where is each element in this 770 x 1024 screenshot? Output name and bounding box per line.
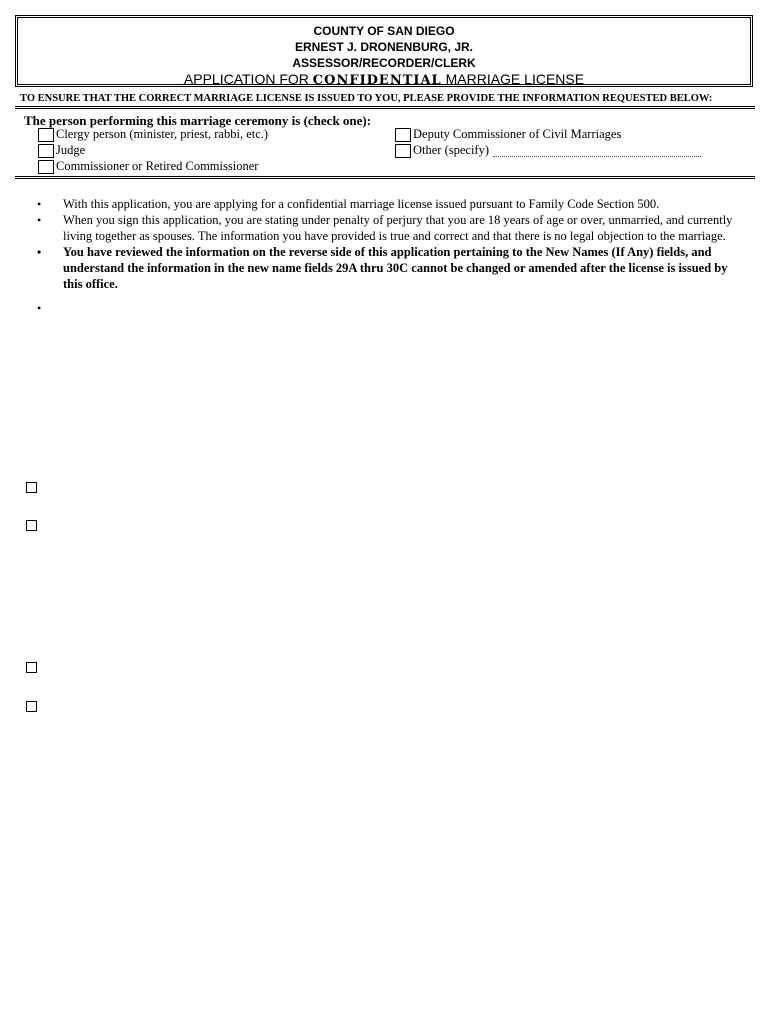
divider-top <box>15 106 755 109</box>
option-commissioner[interactable] <box>38 159 258 174</box>
option-deputy-commissioner[interactable] <box>395 127 621 142</box>
option-other-label: Other (specify) <box>413 143 490 157</box>
checkbox-judge[interactable] <box>38 144 54 158</box>
checkbox-other[interactable] <box>395 144 411 158</box>
other-specify-field[interactable] <box>493 144 701 157</box>
checkbox-commissioner[interactable] <box>38 160 54 174</box>
statement-list <box>37 196 747 316</box>
option-clergy-label: Clergy person (minister, priest, rabbi, etc.) <box>56 127 269 141</box>
form-title-end: MARRIAGE LICENSE <box>441 71 585 87</box>
option-judge-label: Judge <box>56 143 86 157</box>
checkbox-clergy[interactable] <box>38 128 54 142</box>
checkbox-1[interactable] <box>26 482 37 493</box>
form-header <box>15 15 753 87</box>
checkbox-4[interactable] <box>26 701 37 712</box>
county-name: COUNTY OF SAN DIEGO <box>313 24 455 38</box>
form-title <box>18 71 750 89</box>
checkbox-3[interactable] <box>26 662 37 673</box>
official-name: ERNEST J. DRONENBURG, JR. <box>294 40 474 54</box>
option-other[interactable] <box>395 143 701 158</box>
checkbox-deputy-commissioner[interactable] <box>395 128 411 142</box>
form-title-emphasis: CONFIDENTIAL <box>312 73 442 88</box>
statement-item: • With this application, you are applying for a confidential marriage license issued pursuant to Family Code Section 500. <box>37 196 747 212</box>
instruction-text: TO ENSURE THAT THE CORRECT MARRIAGE LICENSE IS ISSUED TO YOU, PLEASE PROVIDE THE INFORMATION REQUESTED BELOW: <box>20 93 713 104</box>
option-clergy[interactable] <box>38 127 268 142</box>
option-judge[interactable] <box>38 143 85 158</box>
statement-item-empty <box>37 300 747 316</box>
statement-item: • When you sign this application, you are stating under penalty of perjury that you are 18 years of age or over, unmarried, and currently living together as spouses. The information you have provided is true and correct and that there is no legal objection to the marriage. <box>37 212 747 244</box>
option-commissioner-label: Commissioner or Retired Commissioner <box>56 159 259 173</box>
option-deputy-commissioner-label: Deputy Commissioner of Civil Marriages <box>413 127 622 141</box>
divider-officiant <box>15 176 755 179</box>
form-title-start: APPLICATION FOR <box>183 71 313 87</box>
officiant-heading: The person performing this marriage ceremony is (check one): <box>24 113 372 128</box>
statement-item: • You have reviewed the information on the reverse side of this application pertaining to the New Names (If Any) fields, and understand the information in the new name fields 29A thru 30C cannot be changed or amended after the license is issued by this office. <box>37 244 747 292</box>
official-title: ASSESSOR/RECORDER/CLERK <box>292 56 476 70</box>
checkbox-2[interactable] <box>26 520 37 531</box>
